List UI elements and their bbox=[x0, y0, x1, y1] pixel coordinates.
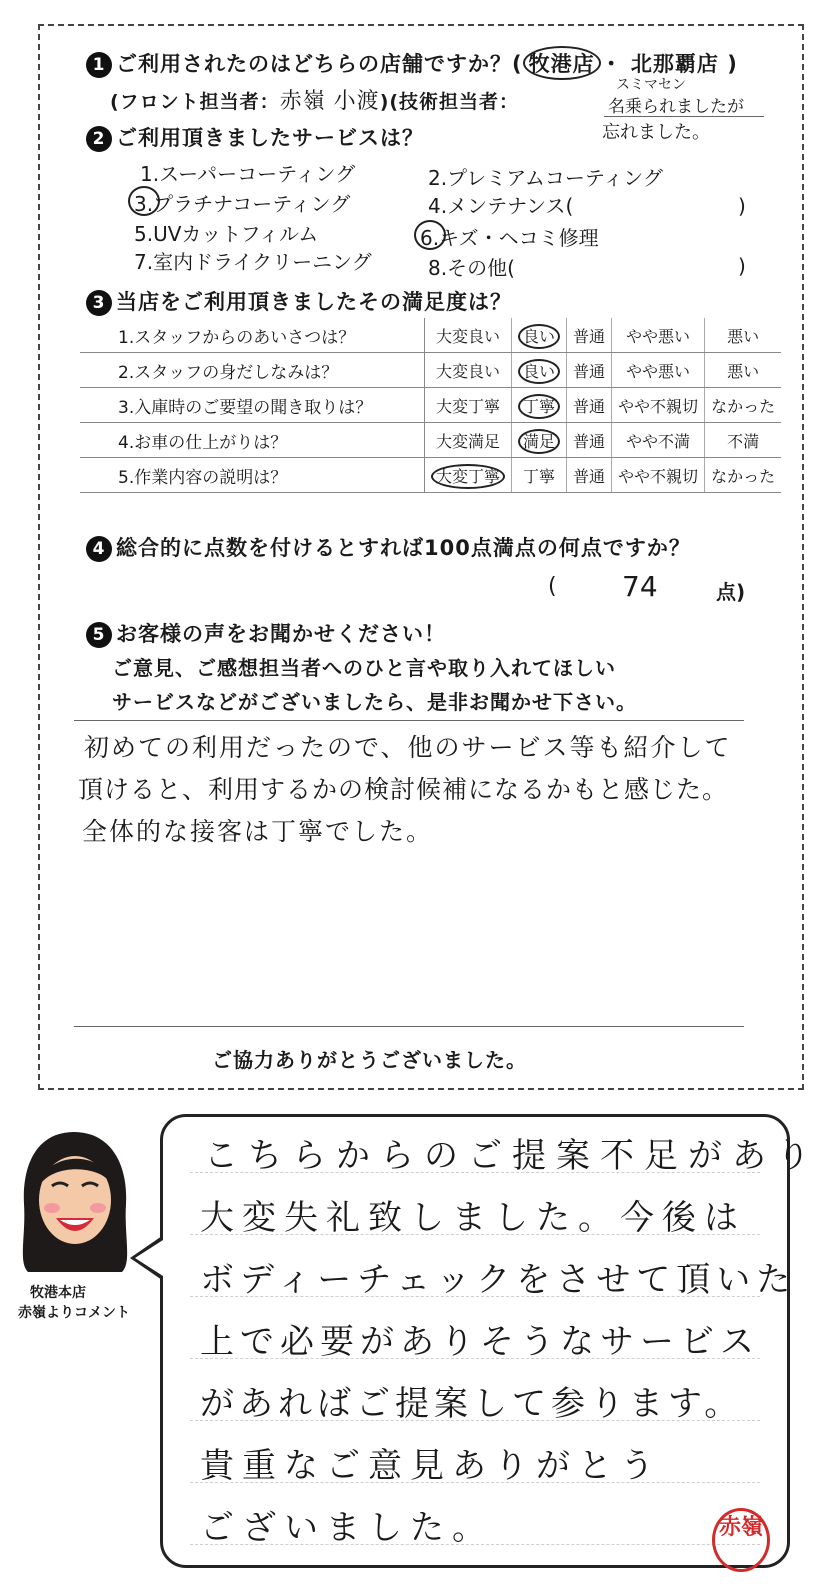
rating-option-label: 丁寧 bbox=[518, 394, 560, 419]
number-3-badge: 3 bbox=[86, 290, 112, 316]
service-4: 4.メンテナンス( bbox=[428, 194, 574, 218]
rating-option: やや不親切 bbox=[612, 388, 705, 423]
customer-comment-1: 初めての利用だったので、他のサービス等も紹介して bbox=[84, 733, 732, 762]
staff-caption-store: 牧港本店 bbox=[30, 1285, 86, 1301]
front-staff-label: (フロント担当者： bbox=[110, 91, 280, 113]
rating-option-label: 大変丁寧 bbox=[431, 464, 505, 489]
q4-title: 総合的に点数を付けるとすれば100点満点の何点ですか？ bbox=[116, 536, 691, 560]
q5-instruction-2: サービスなどがございましたら、是非お聞かせ下さい。 bbox=[112, 690, 637, 714]
service-6-selected: 6.キズ・ヘコミ修理 bbox=[420, 226, 599, 250]
q3-title: 当店をご利用頂きましたその満足度は？ bbox=[116, 290, 512, 314]
rating-option: やや不親切 bbox=[612, 458, 705, 493]
number-1-badge: 1 bbox=[86, 52, 112, 78]
rating-option: やや不満 bbox=[612, 423, 705, 458]
score-open-paren: ( bbox=[548, 574, 557, 599]
rating-item: 2.スタッフの身だしなみは？ bbox=[80, 353, 425, 388]
number-2-badge: 2 bbox=[86, 126, 112, 152]
service-4-close: ) bbox=[738, 194, 746, 218]
service-1: 1.スーパーコーティング bbox=[140, 162, 356, 186]
bubble-tail-fill bbox=[135, 1240, 163, 1276]
rating-option: 普通 bbox=[567, 353, 612, 388]
rating-option-selected bbox=[425, 458, 512, 493]
rating-row bbox=[80, 388, 781, 423]
reply-line-5: があればご提案して参ります。 bbox=[200, 1384, 744, 1424]
rating-option: なかった bbox=[705, 458, 782, 493]
rating-option: 大変良い bbox=[425, 318, 512, 353]
rating-option-selected bbox=[512, 353, 567, 388]
store-makiminato-selected: 牧港店 bbox=[523, 46, 601, 80]
number-4-badge: 4 bbox=[86, 536, 112, 562]
score-value: 74 bbox=[622, 570, 658, 603]
q1-staff-row bbox=[110, 84, 519, 115]
rating-option: やや悪い bbox=[612, 353, 705, 388]
rating-option: 不満 bbox=[705, 423, 782, 458]
rating-option: 大変満足 bbox=[425, 423, 512, 458]
tech-note-1: スミマセン bbox=[616, 77, 686, 93]
thank-you-footer: ご協力ありがとうございました。 bbox=[212, 1048, 527, 1072]
tech-staff-label: )(技術担当者： bbox=[379, 91, 520, 113]
q5-instruction-1: ご意見、ご感想担当者へのひと言や取り入れてほしい bbox=[112, 656, 616, 680]
rating-item: 1.スタッフからのあいさつは？ bbox=[80, 318, 425, 353]
rating-option: 大変丁寧 bbox=[425, 388, 512, 423]
service-7: 7.室内ドライクリーニング bbox=[134, 250, 372, 274]
q5-title: お客様の声をお聞かせください！ bbox=[116, 622, 446, 646]
question-2 bbox=[86, 122, 424, 152]
question-5 bbox=[86, 618, 446, 648]
rating-option-label: 良い bbox=[518, 359, 560, 384]
rating-option-selected bbox=[512, 318, 567, 353]
rating-option-label: 良い bbox=[518, 324, 560, 349]
rating-option-selected bbox=[512, 423, 567, 458]
reply-line-4: 上で必要がありそうなサービス bbox=[200, 1322, 760, 1362]
question-3 bbox=[86, 286, 512, 316]
rating-option-label: 満足 bbox=[518, 429, 560, 454]
service-8: 8.その他( bbox=[428, 256, 515, 280]
customer-comment-3: 全体的な接客は丁寧でした。 bbox=[82, 817, 434, 846]
rating-option-selected bbox=[512, 388, 567, 423]
rating-row bbox=[80, 423, 781, 458]
tech-note-2: 名乗られましたが bbox=[608, 97, 744, 117]
rating-option: 悪い bbox=[705, 353, 782, 388]
rating-row bbox=[80, 318, 781, 353]
rating-item: 3.入庫時のご要望の聞き取りは？ bbox=[80, 388, 425, 423]
rating-item: 5.作業内容の説明は？ bbox=[80, 458, 425, 493]
number-5-badge: 5 bbox=[86, 622, 112, 648]
question-4 bbox=[86, 532, 691, 562]
satisfaction-table bbox=[80, 318, 781, 493]
tech-note-3: 忘れました。 bbox=[602, 122, 710, 143]
reply-line-1: こちらからのご提案不足があり bbox=[204, 1136, 820, 1176]
customer-comment-2: 頂けると、利用するかの検討候補になるかもと感じた。 bbox=[78, 775, 729, 804]
tech-note-rule bbox=[604, 116, 764, 117]
service-5: 5.UVカットフィルム bbox=[134, 222, 319, 246]
service-2: 2.プレミアムコーティング bbox=[428, 166, 663, 190]
rating-option: 丁寧 bbox=[512, 458, 567, 493]
front-staff-names: 赤嶺 小渡 bbox=[279, 89, 380, 114]
rating-option: 普通 bbox=[567, 458, 612, 493]
rating-option: 普通 bbox=[567, 388, 612, 423]
rating-option: 大変良い bbox=[425, 353, 512, 388]
q5-bottom-rule bbox=[74, 1026, 744, 1027]
rating-row bbox=[80, 353, 781, 388]
reply-line-2: 大変失礼致しました。今後は bbox=[200, 1198, 746, 1238]
rating-option: やや悪い bbox=[612, 318, 705, 353]
service-8-close: ) bbox=[738, 254, 746, 278]
q2-title: ご利用頂きましたサービスは？ bbox=[116, 126, 424, 150]
reply-line-6: 貴重なご意見ありがとう bbox=[200, 1446, 662, 1486]
q5-top-rule bbox=[74, 720, 744, 721]
q1-text: ご利用されたのはどちらの店舗ですか？( bbox=[116, 52, 523, 76]
reply-line-3: ボディーチェックをさせて頂いた bbox=[200, 1260, 797, 1300]
store-kitanaha: ・ 北那覇店 ) bbox=[600, 52, 738, 76]
hanko-seal: 赤嶺 bbox=[712, 1508, 770, 1572]
staff-avatar bbox=[14, 1126, 136, 1274]
rating-option: 普通 bbox=[567, 318, 612, 353]
reply-line-7: ございました。 bbox=[200, 1508, 494, 1548]
score-unit: 点) bbox=[716, 580, 746, 604]
rating-row bbox=[80, 458, 781, 493]
rating-option: なかった bbox=[705, 388, 782, 423]
rating-item: 4.お車の仕上がりは？ bbox=[80, 423, 425, 458]
service-3-selected: 3.プラチナコーティング bbox=[134, 192, 351, 216]
rating-option: 悪い bbox=[705, 318, 782, 353]
rating-option: 普通 bbox=[567, 423, 612, 458]
staff-caption-comment: 赤嶺よりコメント bbox=[18, 1305, 130, 1321]
